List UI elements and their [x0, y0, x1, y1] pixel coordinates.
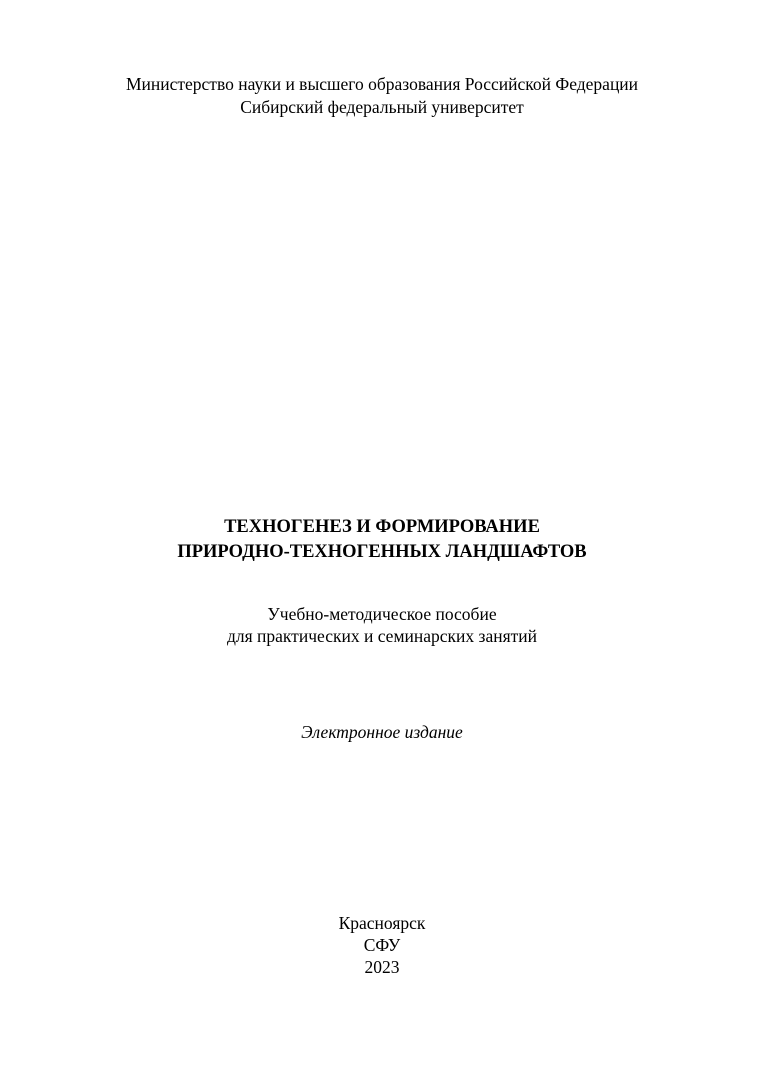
book-subtitle	[0, 603, 764, 647]
edition-block	[0, 721, 764, 744]
imprint-block	[0, 912, 764, 978]
imprint-year: 2023	[364, 957, 400, 977]
imprint-city: Красноярск	[338, 913, 426, 933]
book-title	[0, 515, 764, 565]
book-title-line-1: ТЕХНОГЕНЕЗ И ФОРМИРОВАНИЕ	[224, 517, 540, 537]
book-subtitle-line-1: Учебно-методическое пособие	[267, 604, 497, 624]
ministry-name: Министерство науки и высшего образования Российской Федерации	[125, 74, 639, 94]
header-block	[0, 73, 764, 119]
imprint-publisher: СФУ	[363, 935, 401, 955]
book-title-line-2: ПРИРОДНО-ТЕХНОГЕННЫХ ЛАНДШАФТОВ	[177, 542, 587, 562]
university-name: Сибирский федеральный университет	[240, 97, 524, 117]
edition-type: Электронное издание	[301, 722, 463, 742]
book-subtitle-line-2: для практических и семинарских занятий	[226, 626, 538, 646]
